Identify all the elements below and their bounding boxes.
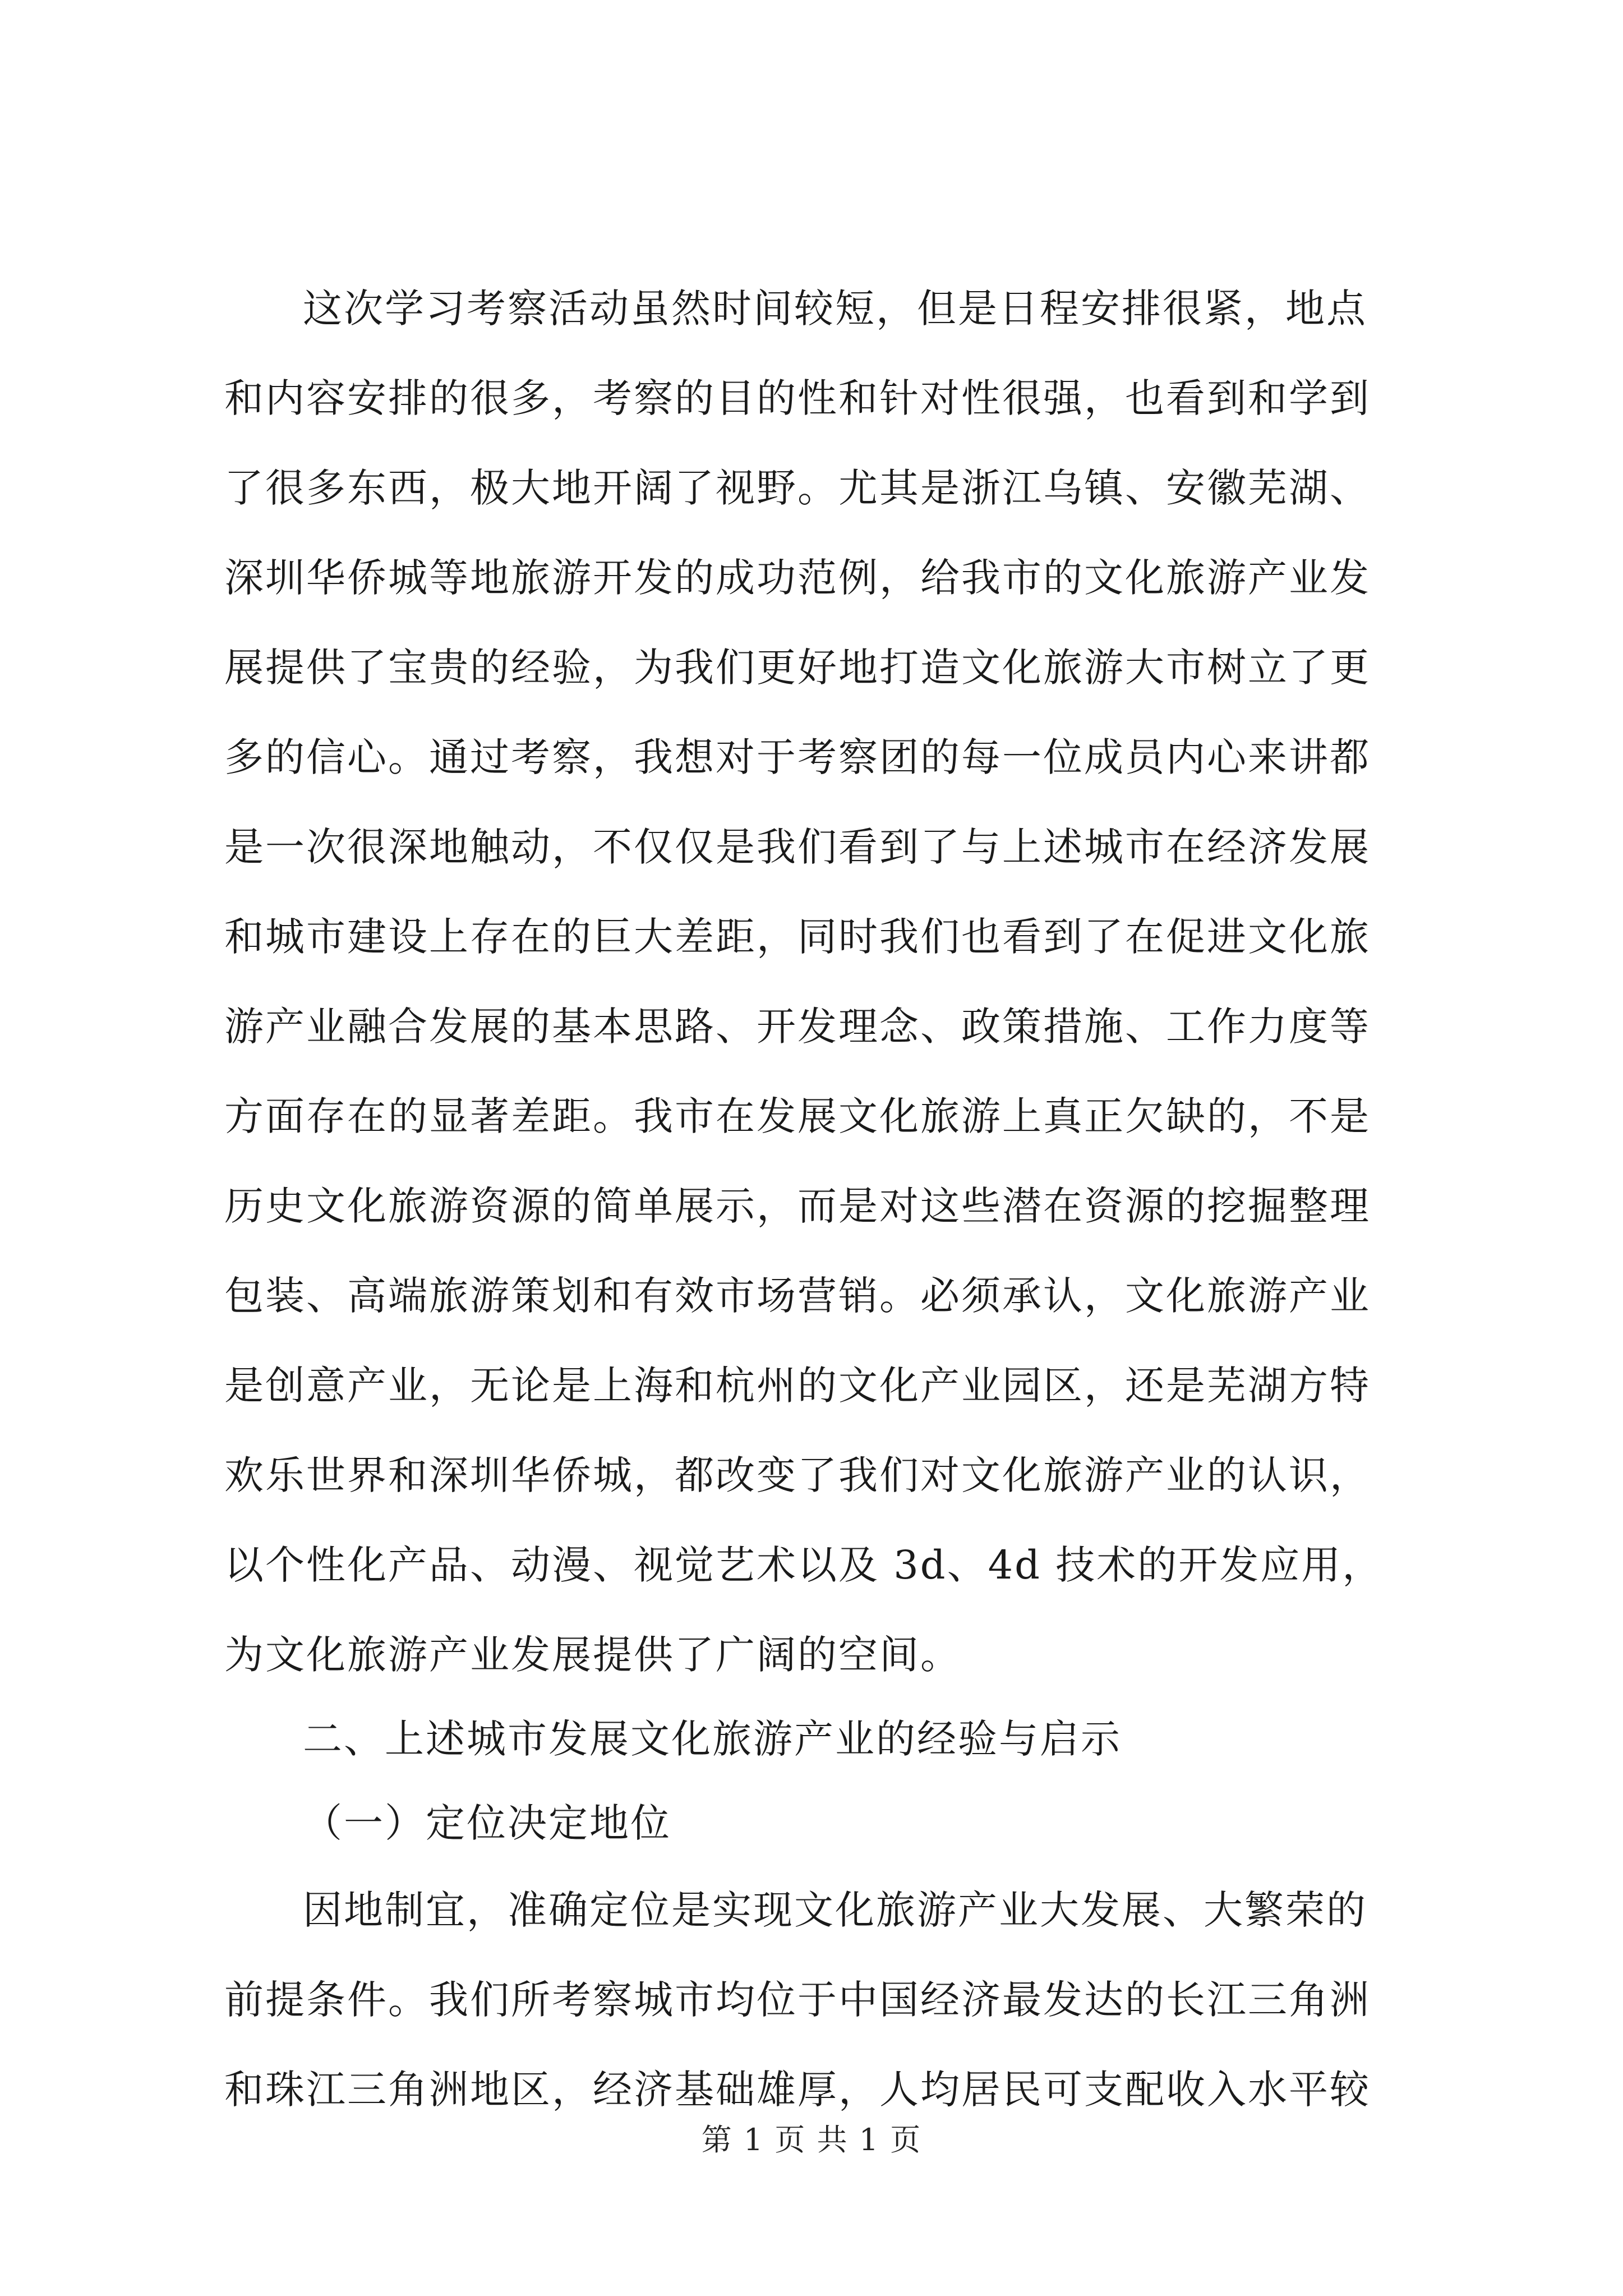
text-line: 游产业融合发展的基本思路、开发理念、政策措施、工作力度等 xyxy=(224,1004,1371,1050)
subsection-heading: （一）定位决定地位 xyxy=(303,1800,671,1846)
text-line: 欢乐世界和深圳华侨城，都改变了我们对文化旅游产业的认识， xyxy=(224,1452,1371,1498)
text-line: 前提条件。我们所考察城市均位于中国经济最发达的长江三角洲 xyxy=(224,1977,1371,2023)
text-line: 方面存在的显著差距。我市在发展文化旅游上真正欠缺的，不是 xyxy=(224,1093,1371,1139)
text-line: 以个性化产品、动漫、视觉艺术以及 3d、4d 技术的开发应用， xyxy=(224,1542,1384,1588)
page-number-footer: 第 1 页 共 1 页 xyxy=(701,2122,922,2157)
text-line: 是创意产业，无论是上海和杭州的文化产业园区，还是芜湖方特 xyxy=(224,1363,1371,1409)
section-heading: 二、上述城市发展文化旅游产业的经验与启示 xyxy=(303,1716,1122,1762)
text-line: 多的信心。通过考察，我想对于考察团的每一位成员内心来讲都 xyxy=(224,734,1371,780)
text-line: 和内容安排的很多，考察的目的性和针对性很强，也看到和学到 xyxy=(224,375,1371,421)
text-line: 深圳华侨城等地旅游开发的成功范例，给我市的文化旅游产业发 xyxy=(224,555,1371,601)
text-line: 展提供了宝贵的经验，为我们更好地打造文化旅游大市树立了更 xyxy=(224,645,1371,691)
text-line: 因地制宜，准确定位是实现文化旅游产业大发展、大繁荣的 xyxy=(303,1887,1367,1933)
text-line: 为文化旅游产业发展提供了广阔的空间。 xyxy=(224,1632,961,1678)
text-line: 和珠江三角洲地区，经济基础雄厚，人均居民可支配收入水平较 xyxy=(224,2067,1371,2113)
text-line: 历史文化旅游资源的简单展示，而是对这些潜在资源的挖掘整理 xyxy=(224,1183,1371,1229)
text-line: 和城市建设上存在的巨大差距，同时我们也看到了在促进文化旅 xyxy=(224,914,1371,960)
text-line: 是一次很深地触动，不仅仅是我们看到了与上述城市在经济发展 xyxy=(224,824,1371,870)
text-line: 包装、高端旅游策划和有效市场营销。必须承认，文化旅游产业 xyxy=(224,1273,1371,1319)
text-line: 了很多东西，极大地开阔了视野。尤其是浙江乌镇、安徽芜湖、 xyxy=(224,465,1371,511)
text-line: 这次学习考察活动虽然时间较短，但是日程安排很紧，地点 xyxy=(303,286,1367,332)
